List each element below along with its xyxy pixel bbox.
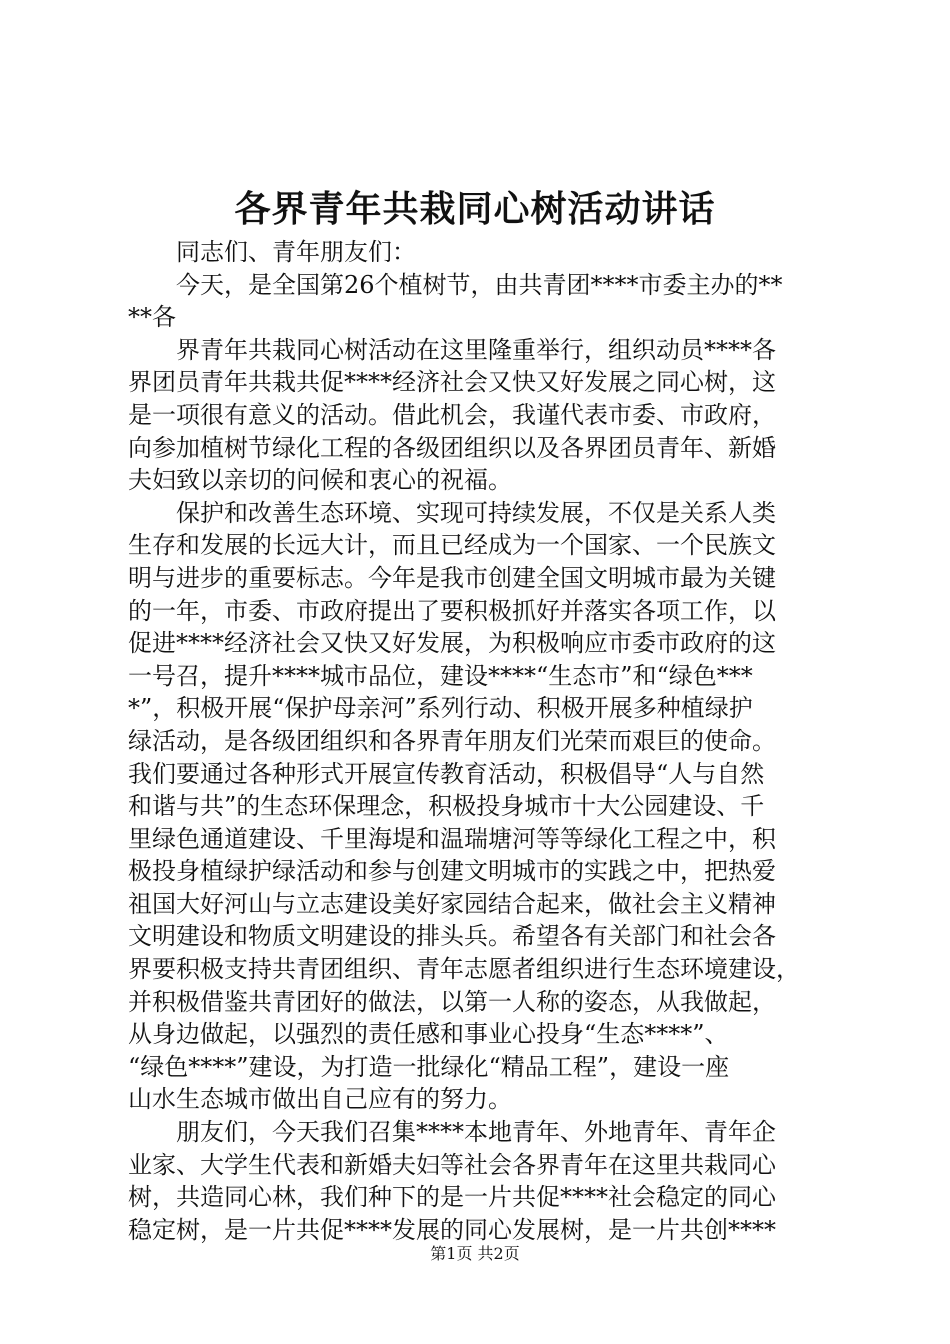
body-line: 极投身植绿护绿活动和参与创建文明城市的实践之中，把热爱 — [128, 857, 776, 886]
body-line: 里绿色通道建设、千里海堤和温瑞塘河等等绿化工程之中，积 — [128, 824, 776, 853]
body-line: 的一年，市委、市政府提出了要积极抓好并落实各项工作，以 — [128, 596, 776, 625]
body-line: 夫妇致以亲切的问候和衷心的祝福。 — [128, 466, 512, 495]
body-line: 界青年共栽同心树活动在这里隆重举行，组织动员****各 — [128, 335, 776, 364]
body-line: 生存和发展的长远大计，而且已经成为一个国家、一个民族文 — [128, 531, 776, 560]
body-line: 我们要通过各种形式开展宣传教育活动，积极倡导“人与自然 — [128, 759, 765, 788]
body-line: 并积极借鉴共青团好的做法，以第一人称的姿态，从我做起， — [128, 987, 776, 1016]
body-line: 促进****经济社会又快又好发展，为积极响应市委市政府的这 — [128, 629, 776, 658]
body-line: *”，积极开展“保护母亲河”系列行动、积极开展多种植绿护 — [128, 694, 753, 723]
body-line: **各 — [128, 303, 176, 332]
document-body — [128, 236, 833, 1246]
body-line: 山水生态城市做出自己应有的努力。 — [128, 1085, 512, 1114]
body-line: 文明建设和物质文明建设的排头兵。希望各有关部门和社会各 — [128, 922, 776, 951]
body-line: 祖国大好河山与立志建设美好家园结合起来，做社会主义精神 — [128, 889, 776, 918]
body-line: 和谐与共”的生态环保理念，积极投身城市十大公园建设、千 — [128, 792, 765, 821]
body-line: 朋友们，今天我们召集****本地青年、外地青年、青年企 — [128, 1118, 776, 1147]
body-line: 是一项很有意义的活动。借此机会，我谨代表市委、市政府， — [128, 400, 776, 429]
body-line: 绿活动，是各级团组织和各界青年朋友们光荣而艰巨的使命。 — [128, 726, 776, 755]
document-title: 各界青年共栽同心树活动讲话 — [234, 188, 716, 230]
body-line: “绿色****”建设，为打造一批绿化“精品工程”，建设一座 — [128, 1052, 730, 1081]
page-number-footer: 第1页 共2页 — [430, 1244, 520, 1263]
body-line: 界团员青年共栽共促****经济社会又快又好发展之同心树，这 — [128, 368, 776, 397]
body-line: 明与进步的重要标志。今年是我市创建全国文明城市最为关键 — [128, 563, 776, 592]
body-line: 同志们、青年朋友们： — [128, 238, 416, 266]
body-line: 树，共造同心林，我们种下的是一片共促****社会稳定的同心 — [128, 1183, 776, 1212]
body-line: 一号召，提升****城市品位，建设****“生态市”和“绿色*** — [128, 661, 753, 690]
body-line: 向参加植树节绿化工程的各级团组织以及各界团员青年、新婚 — [128, 433, 776, 462]
body-line: 从身边做起，以强烈的责任感和事业心投身“生态****”、 — [128, 1020, 729, 1049]
body-line: 稳定树，是一片共促****发展的同心发展树，是一片共创**** — [128, 1215, 776, 1244]
body-line: 今天，是全国第26个植树节，由共青团****市委主办的** — [128, 270, 783, 299]
body-line: 界要积极支持共青团组织、青年志愿者组织进行生态环境建设， — [128, 955, 800, 984]
body-line: 业家、大学生代表和新婚夫妇等社会各界青年在这里共栽同心 — [128, 1150, 776, 1179]
body-line: 保护和改善生态环境、实现可持续发展，不仅是关系人类 — [128, 498, 776, 527]
